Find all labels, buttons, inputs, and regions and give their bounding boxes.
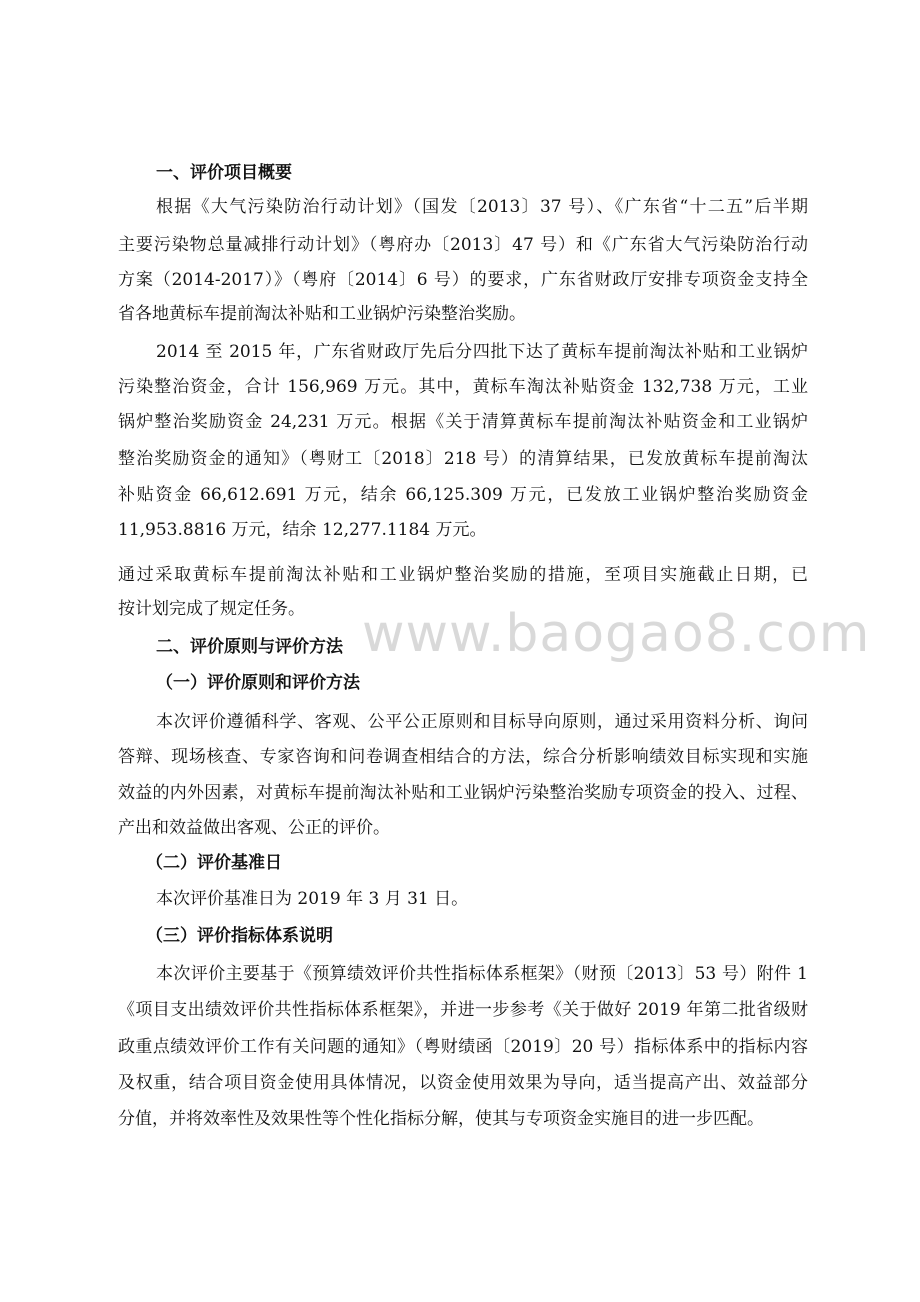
paragraph-line: 通过采取黄标车提前淘汰补贴和工业锅炉整治奖励的措施，至项目实施截止日期，已 bbox=[118, 565, 808, 585]
paragraph-line: 根据《大气污染防治行动计划》（国发〔2013〕37 号）、《广东省“十二五”后半期 bbox=[156, 197, 808, 217]
paragraph-line: 11,953.8816 万元，结余 12,277.1184 万元。 bbox=[118, 520, 487, 540]
subsection-1-heading: （一）评价原则和评价方法 bbox=[156, 673, 360, 693]
paragraph-line: 整治奖励资金的通知》（粤财工〔2018〕218 号）的清算结果，已发放黄标车提前淘汰 bbox=[118, 449, 808, 469]
paragraph-line: 2014 至 2015 年，广东省财政厅先后分四批下达了黄标车提前淘汰补贴和工业锅炉 bbox=[156, 342, 808, 362]
paragraph-line: 产出和效益做出客观、公正的评价。 bbox=[118, 818, 390, 838]
paragraph-line: 本次评价主要基于《预算绩效评价共性指标体系框架》（财预〔2013〕53 号）附件 1 bbox=[156, 964, 808, 984]
paragraph-line: 及权重，结合项目资金使用具体情况，以资金使用效果为导向，适当提高产出、效益部分 bbox=[118, 1073, 808, 1093]
subsection-3-heading: （三）评价指标体系说明 bbox=[146, 926, 333, 946]
paragraph-line: 污染整治资金，合计 156,969 万元。其中，黄标车淘汰补贴资金 132,738 万元，工业 bbox=[118, 377, 808, 397]
paragraph-line: 方案（2014-2017）》（粤府〔2014〕6 号）的要求，广东省财政厅安排专项资金支持全 bbox=[118, 270, 808, 290]
paragraph-line: 本次评价基准日为 2019 年 3 月 31 日。 bbox=[156, 889, 469, 909]
section-2-heading: 二、评价原则与评价方法 bbox=[156, 637, 343, 657]
paragraph-line: 政重点绩效评价工作有关问题的通知》（粤财绩函〔2019〕20 号）指标体系中的指标内容 bbox=[118, 1037, 808, 1057]
paragraph-line: 省各地黄标车提前淘汰补贴和工业锅炉污染整治奖励。 bbox=[118, 304, 526, 324]
paragraph-line: 效益的内外因素，对黄标车提前淘汰补贴和工业锅炉污染整治奖励专项资金的投入、过程、 bbox=[118, 783, 808, 803]
paragraph-line: 《项目支出绩效评价共性指标体系框架》，并进一步参考《关于做好 2019 年第二批省级财 bbox=[118, 1000, 808, 1020]
paragraph-line: 本次评价遵循科学、客观、公平公正原则和目标导向原则，通过采用资料分析、询问 bbox=[156, 712, 808, 732]
paragraph-line: 按计划完成了规定任务。 bbox=[118, 599, 305, 619]
section-1-heading: 一、评价项目概要 bbox=[156, 163, 292, 183]
subsection-2-heading: （二）评价基准日 bbox=[146, 853, 282, 873]
paragraph-line: 分值，并将效率性及效果性等个性化指标分解，使其与专项资金实施目的进一步匹配。 bbox=[118, 1109, 764, 1129]
paragraph-line: 主要污染物总量减排行动计划》（粤府办〔2013〕47 号）和《广东省大气污染防治行动 bbox=[118, 235, 808, 255]
watermark: www.baogao8.com bbox=[362, 604, 871, 664]
paragraph-line: 锅炉整治奖励资金 24,231 万元。根据《关于清算黄标车提前淘汰补贴资金和工业锅炉 bbox=[118, 412, 808, 432]
paragraph-line: 补贴资金 66,612.691 万元，结余 66,125.309 万元，已发放工业锅炉整治奖励资金 bbox=[118, 485, 808, 505]
paragraph-line: 答辩、现场核查、专家咨询和问卷调查相结合的方法，综合分析影响绩效目标实现和实施 bbox=[118, 747, 808, 767]
